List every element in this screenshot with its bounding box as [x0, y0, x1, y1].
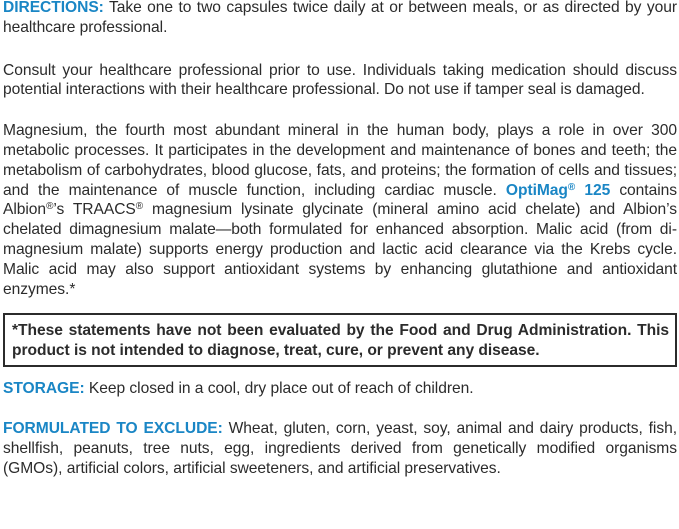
traacs-text: ’s TRAACS [53, 201, 136, 219]
reg-mark-1: ® [46, 201, 54, 213]
exclude-text: Wheat, gluten, corn, yeast, soy, animal and dairy products, fish, shellfish, peanuts, tree nuts, egg, ingredients derived from genetically modified organisms (GMOs), artificial colors, artificial sweeteners, and artificial preservatives. [3, 420, 677, 477]
product-reg-mark: ® [567, 181, 576, 193]
exclude-paragraph [3, 419, 677, 478]
magnesium-paragraph [3, 121, 677, 299]
directions-paragraph [3, 0, 677, 38]
exclude-label: FORMULATED TO EXCLUDE: [3, 420, 223, 438]
product-name [506, 182, 610, 199]
storage-text: Keep closed in a cool, dry place out of reach of children. [84, 380, 474, 398]
contains-text: contains Albion [3, 181, 677, 219]
magnesium-text-before: Magnesium, the fourth most abundant mineral in the human body, plays a role in over 300 metabolic processes. It participates in the development and maintenance of bones and teeth; the metabolism of carbohydrates, blood glucose, fats, and proteins; the formation of cells and tissues; and the maintenance of muscle function, including cardiac muscle. [3, 122, 677, 199]
storage-paragraph [3, 379, 677, 399]
magnesium-text-after: magnesium lysinate glycinate (mineral amino acid chelate) and Albion’s chelated dimagnesium malate—both formulated for enhanced absorption. Malic acid (from di-magnesium malate) supports energy production and lactic acid clearance via the Krebs cycle. Malic acid may also support antioxidant systems by enhancing glutathione and antioxidant enzymes.* [3, 201, 677, 298]
directions-text: Take one to two capsules twice daily at or between meals, or as directed by your healthcare professional. [3, 0, 677, 36]
consult-paragraph: Consult your healthcare professional prior to use. Individuals taking medication should discuss potential interactions with their healthcare professional. Do not use if tamper seal is damaged. [3, 61, 677, 99]
product-number: 125 [575, 181, 611, 199]
fda-disclaimer-box: *These statements have not been evaluated by the Food and Drug Administration. This product is not intended to diagnose, treat, cure, or prevent any disease. [3, 313, 677, 367]
reg-mark-2: ® [135, 201, 144, 213]
storage-label: STORAGE: [3, 380, 85, 398]
directions-label: DIRECTIONS: [3, 0, 104, 16]
product-name-text: OptiMag [505, 181, 568, 199]
